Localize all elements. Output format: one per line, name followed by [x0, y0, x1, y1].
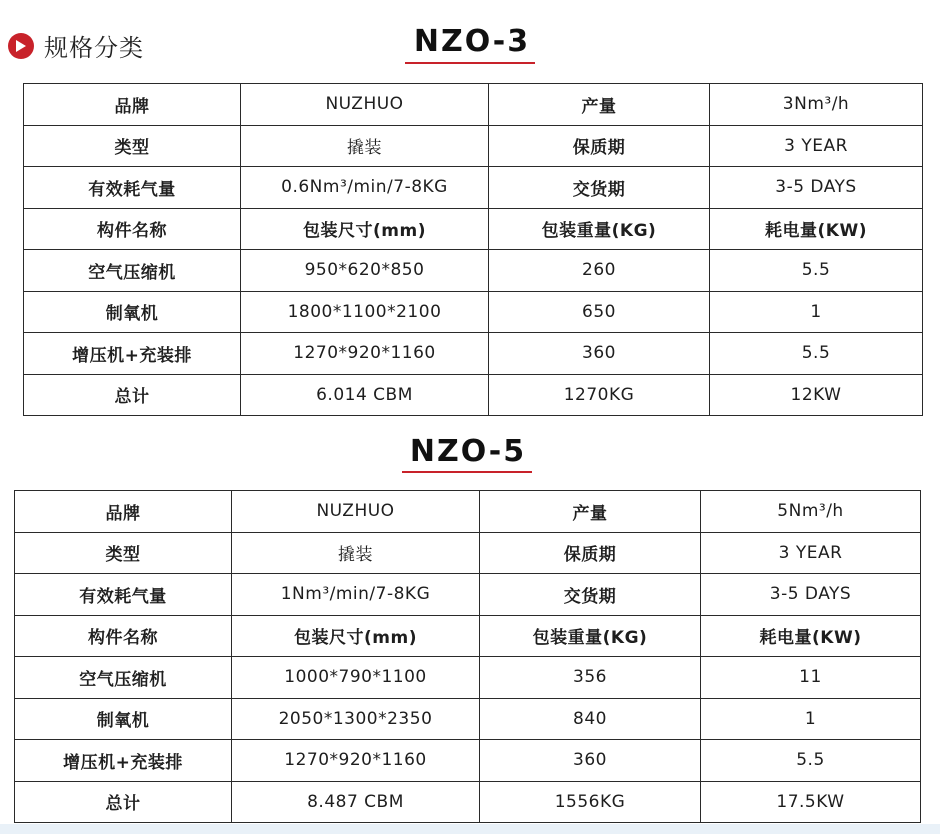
table-value-cell: 12KW	[710, 374, 923, 416]
table-row	[15, 781, 921, 823]
model-title-underline	[405, 62, 535, 64]
play-circle-icon	[8, 33, 34, 59]
bottom-divider	[0, 824, 940, 834]
table-value-cell: 1270*920*1160	[232, 740, 480, 782]
spec-table-body	[15, 491, 921, 823]
table-label-cell: 制氧机	[15, 698, 232, 740]
table-value-cell: 3-5 DAYS	[701, 574, 921, 616]
table-label-cell: 有效耗气量	[15, 574, 232, 616]
table-value-cell: 6.014 CBM	[241, 374, 489, 416]
table-label-cell: 产量	[480, 491, 701, 533]
table-value-cell: 1800*1100*2100	[241, 291, 489, 333]
spec-table-body	[24, 84, 923, 416]
table-row	[15, 698, 921, 740]
table-value-cell: 1000*790*1100	[232, 657, 480, 699]
table-label-cell: 总计	[24, 374, 241, 416]
table-label-cell: 保质期	[480, 532, 701, 574]
model-title: NZO-3	[413, 24, 531, 59]
table-label-cell: 制氧机	[24, 291, 241, 333]
table-value-cell: 撬装	[232, 532, 480, 574]
table-label-cell: 空气压缩机	[15, 657, 232, 699]
table-row	[24, 84, 923, 126]
table-value-cell: 5.5	[701, 740, 921, 782]
table-value-cell: 356	[480, 657, 701, 699]
table-label-cell: 构件名称	[24, 208, 241, 250]
table-label-cell: 包装重量(KG)	[489, 208, 710, 250]
table-label-cell: 有效耗气量	[24, 167, 241, 209]
table-label-cell: 构件名称	[15, 615, 232, 657]
table-row	[15, 491, 921, 533]
table-row	[24, 125, 923, 167]
table-value-cell: 3-5 DAYS	[710, 167, 923, 209]
table-row	[15, 657, 921, 699]
table-value-cell: 2050*1300*2350	[232, 698, 480, 740]
table-label-cell: 耗电量(KW)	[710, 208, 923, 250]
table-value-cell: NUZHUO	[232, 491, 480, 533]
table-row	[15, 532, 921, 574]
table-row	[15, 574, 921, 616]
model-title-underline	[402, 471, 532, 473]
section-header	[8, 28, 144, 63]
table-value-cell: 3Nm³/h	[710, 84, 923, 126]
table-row	[24, 167, 923, 209]
table-label-cell: 增压机+充装排	[24, 333, 241, 375]
table-row	[24, 333, 923, 375]
table-value-cell: 5.5	[710, 250, 923, 292]
table-row	[24, 374, 923, 416]
table-value-cell: 360	[480, 740, 701, 782]
table-row	[24, 291, 923, 333]
model-title: NZO-5	[409, 434, 527, 469]
table-value-cell: 11	[701, 657, 921, 699]
table-row	[24, 208, 923, 250]
table-label-cell: 品牌	[15, 491, 232, 533]
table-label-cell: 保质期	[489, 125, 710, 167]
table-row	[24, 250, 923, 292]
table-label-cell: 空气压缩机	[24, 250, 241, 292]
table-value-cell: 3 YEAR	[710, 125, 923, 167]
table-value-cell: NUZHUO	[241, 84, 489, 126]
table-label-cell: 交货期	[489, 167, 710, 209]
table-value-cell: 3 YEAR	[701, 532, 921, 574]
table-value-cell: 1556KG	[480, 781, 701, 823]
table-value-cell: 5Nm³/h	[701, 491, 921, 533]
table-label-cell: 类型	[24, 125, 241, 167]
spec-table-nzo-5	[14, 490, 921, 823]
table-label-cell: 产量	[489, 84, 710, 126]
table-value-cell: 840	[480, 698, 701, 740]
table-label-cell: 总计	[15, 781, 232, 823]
table-value-cell: 1270*920*1160	[241, 333, 489, 375]
table-label-cell: 包装重量(KG)	[480, 615, 701, 657]
section-title: 规格分类	[44, 34, 144, 62]
table-label-cell: 增压机+充装排	[15, 740, 232, 782]
table-value-cell: 1	[701, 698, 921, 740]
table-value-cell: 8.487 CBM	[232, 781, 480, 823]
table-row	[15, 740, 921, 782]
table-label-cell: 耗电量(KW)	[701, 615, 921, 657]
table-label-cell: 交货期	[480, 574, 701, 616]
table-value-cell: 1Nm³/min/7-8KG	[232, 574, 480, 616]
table-row	[15, 615, 921, 657]
table-value-cell: 1270KG	[489, 374, 710, 416]
table-label-cell: 包装尺寸(mm)	[241, 208, 489, 250]
table-value-cell: 1	[710, 291, 923, 333]
table-label-cell: 类型	[15, 532, 232, 574]
table-value-cell: 0.6Nm³/min/7-8KG	[241, 167, 489, 209]
table-value-cell: 5.5	[710, 333, 923, 375]
table-value-cell: 360	[489, 333, 710, 375]
table-value-cell: 撬装	[241, 125, 489, 167]
table-label-cell: 包装尺寸(mm)	[232, 615, 480, 657]
table-label-cell: 品牌	[24, 84, 241, 126]
table-value-cell: 950*620*850	[241, 250, 489, 292]
table-value-cell: 650	[489, 291, 710, 333]
spec-table-nzo-3	[23, 83, 923, 416]
table-value-cell: 260	[489, 250, 710, 292]
table-value-cell: 17.5KW	[701, 781, 921, 823]
